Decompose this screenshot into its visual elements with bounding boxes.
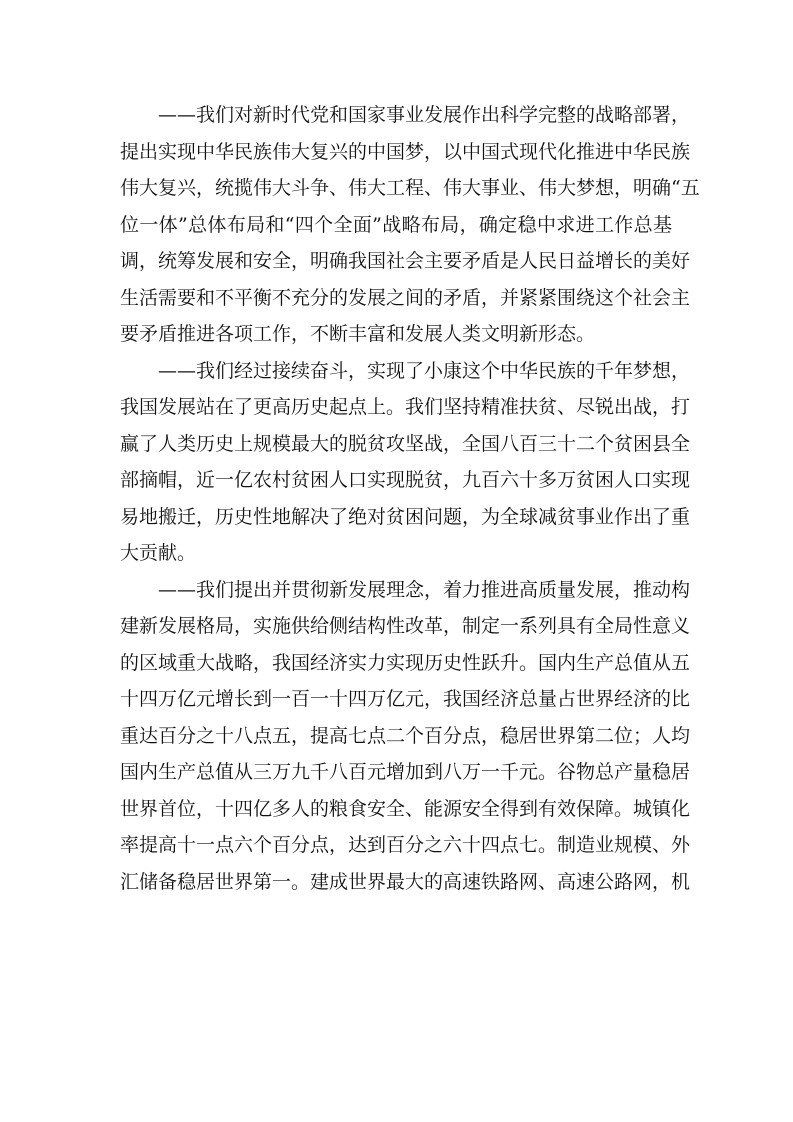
text-line: 重达百分之十八点五，提高七点二个百分点，稳居世界第二位；人均 — [120, 724, 691, 747]
text-line: 大贡献。 — [120, 542, 197, 564]
text-line: 调，统筹发展和安全，明确我国社会主要矛盾是人民日益增长的美好 — [120, 250, 691, 272]
paragraph — [120, 97, 700, 353]
text-line: 建新发展格局，实施供给侧结构性改革，制定一系列具有全局性意义 — [120, 615, 691, 637]
text-line: ——我们提出并贯彻新发展理念，着力推进高质量发展，推动构 — [158, 578, 691, 601]
text-line: 世界首位，十四亿多人的粮食安全、能源安全得到有效保障。城镇化 — [120, 797, 691, 820]
text-line: 伟大复兴，统揽伟大斗争、伟大工程、伟大事业、伟大梦想，明确“五 — [120, 177, 700, 199]
text-line: ——我们对新时代党和国家事业发展作出科学完整的战略部署， — [158, 104, 691, 126]
text-line: 易地搬迁，历史性地解决了绝对贫困问题，为全球减贫事业作出了重 — [120, 505, 691, 528]
text-line: 生活需要和不平衡不充分的发展之间的矛盾，并紧紧围绕这个社会主 — [120, 286, 691, 309]
text-line: 率提高十一点六个百分点，达到百分之六十四点七。制造业规模、外 — [120, 834, 691, 856]
text-line: 部摘帽，近一亿农村贫困人口实现脱贫，九百六十多万贫困人口实现 — [120, 469, 691, 491]
text-line: ——我们经过接续奋斗，实现了小康这个中华民族的千年梦想， — [158, 359, 691, 382]
text-line: 提出实现中华民族伟大复兴的中国梦，以中国式现代化推进中华民族 — [120, 140, 691, 163]
document-body — [120, 97, 700, 900]
paragraph — [120, 353, 691, 572]
text-line: 位一体”总体布局和“四个全面”战略布局，确定稳中求进工作总基 — [120, 213, 672, 236]
text-line: 十四万亿元增长到一百一十四万亿元，我国经济总量占世界经济的比 — [120, 688, 691, 710]
text-line: 国内生产总值从三万九千八百元增加到八万一千元。谷物总产量稳居 — [120, 761, 691, 783]
text-line: 我国发展站在了更高历史起点上。我们坚持精准扶贫、尽锐出战，打 — [120, 396, 691, 418]
paragraph — [120, 572, 691, 901]
text-line: 汇储备稳居世界第一。建成世界最大的高速铁路网、高速公路网，机 — [120, 870, 691, 893]
text-line: 要矛盾推进各项工作，不断丰富和发展人类文明新形态。 — [120, 323, 596, 345]
text-line: 的区域重大战略，我国经济实力实现历史性跃升。国内生产总值从五 — [120, 651, 691, 674]
text-line: 赢了人类历史上规模最大的脱贫攻坚战，全国八百三十二个贫困县全 — [120, 432, 691, 455]
